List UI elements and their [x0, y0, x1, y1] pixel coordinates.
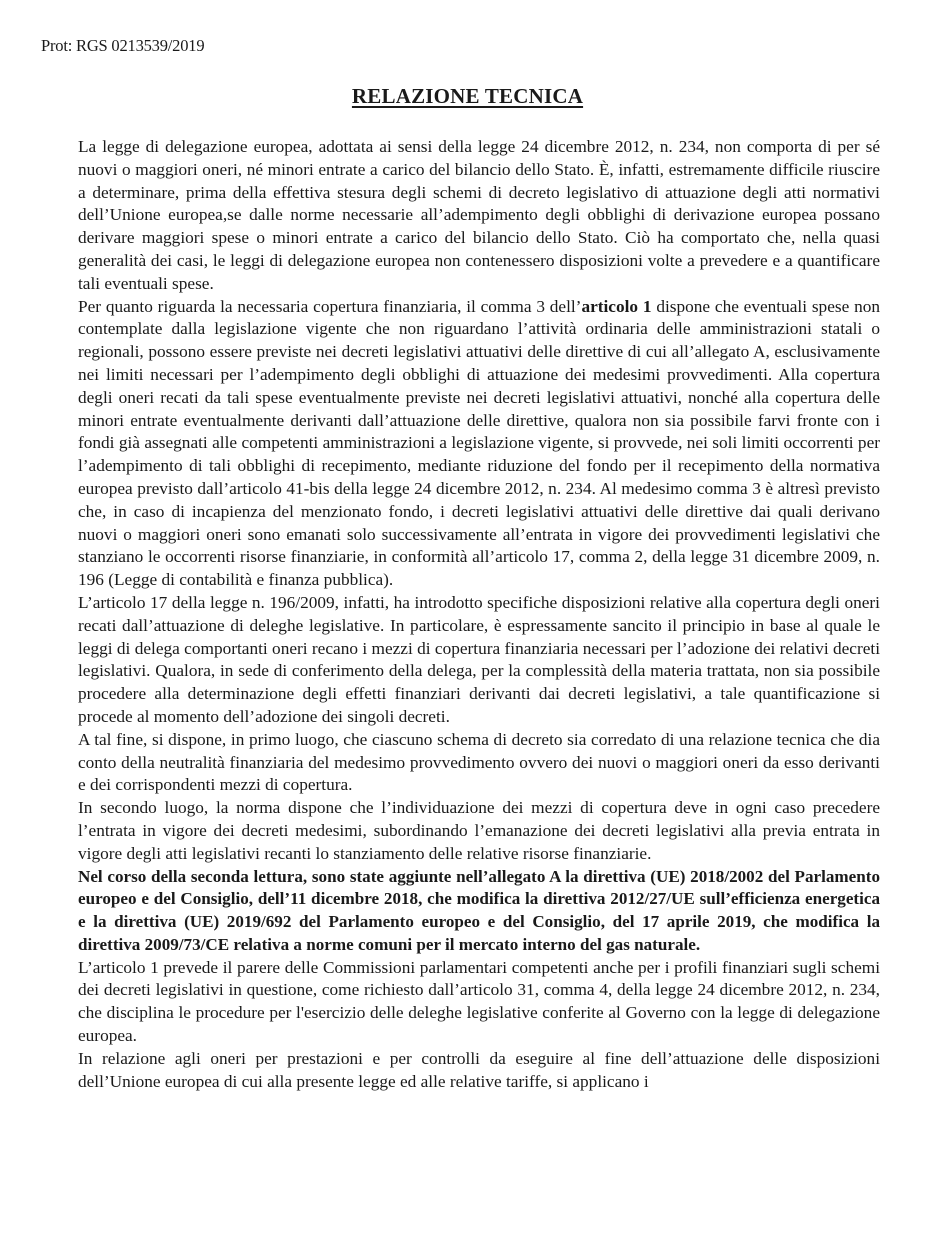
paragraph-2-comma-ref: 3 dell’: [536, 296, 582, 316]
paragraph-5: In secondo luogo, la norma dispone che l’individuazione dei mezzi di copertura deve in ogni caso precedere l’entrata in vigore dei decreti medesimi, subordinando l’emanazione dei decreti legislativi alla previa entrata in vigore degli atti legislativi recanti lo stanziamento delle relative risorse finanziarie.: [78, 798, 880, 863]
paragraph-3: L’articolo 17 della legge n. 196/2009, infatti, ha introdotto specifiche disposizioni relative alla copertura degli oneri recati dall’attuazione di deleghe legislative. In particolare, è espressamente sancito il principio in base al quale le leggi di delega comportanti oneri recano i mezzi di copertura finanziaria necessari per l’adozione dei relativi decreti legislativi. Qualora, in sede di conferimento della delega, per la complessità della materia trattata, non sia possibile procedere alla determinazione degli effetti finanziari derivanti dai decreti legislativi, a tale quantificazione si procede al momento dell’adozione dei singoli decreti.: [78, 592, 880, 726]
paragraph-6-bold: Nel corso della seconda lettura, sono state aggiunte nell’allegato A la direttiva (UE) 2018/2002 del Parlamento europeo e del Consiglio, dell’11 dicembre 2018, che modifica la direttiva 2012/27/UE sull’efficienza energetica e la direttiva (UE) 2019/692 del Parlamento europeo e del Consiglio, del 17 aprile 2019, che modifica la direttiva 2009/73/CE relativa a norme comuni per il mercato interno del gas naturale.: [78, 866, 880, 954]
paragraph-2: [78, 296, 880, 592]
paragraph-8: In relazione agli oneri per prestazioni e per controlli da eseguire al fine dell’attuazione delle disposizioni dell’Unione europea di cui alla presente legge ed alle relative tariffe, si applicano i: [78, 1048, 880, 1091]
document-body: [78, 136, 880, 1093]
paragraph-7: L’articolo 1 prevede il parere delle Commissioni parlamentari competenti anche per i profili finanziari sugli schemi dei decreti legislativi in questione, come richiesto dall’articolo 31, comma 4, della legge 24 dicembre 2012, n. 234, che disciplina le procedure per l'esercizio delle deleghe legislative conferite al Governo con la legge di delegazione europea.: [78, 957, 880, 1046]
paragraph-2-lead: Per quanto riguarda la necessaria copertura finanziaria, il comma: [78, 296, 537, 316]
paragraph-4: A tal fine, si dispone, in primo luogo, che ciascuno schema di decreto sia corredato di una relazione tecnica che dia conto della neutralità finanziaria del medesimo provvedimento ovvero dei nuovi o maggiori oneri da esso derivanti e dei corrispondenti mezzi di copertura.: [78, 729, 880, 795]
paragraph-1: La legge di delegazione europea, adottata ai sensi della legge 24 dicembre 2012, n. 234, non comporta di per sé nuovi o maggiori oneri, né minori entrate a carico del bilancio dello Stato. È, infatti, estremamente difficile riuscire a determinare, prima della effettiva stesura degli schemi di decreto legislativo di attuazione degli atti normativi dell’Unione europea,se dalle norme necessarie all’adempimento degli obblighi di derivazione europea possano derivare maggiori spese o minori entrate a carico del bilancio dello Stato. Ciò ha comportato che, nella quasi generalità dei casi, le leggi di delegazione europea non contenessero disposizioni volte a prevedere e a quantificare tali eventuali spese.: [78, 137, 880, 293]
paragraph-2-rest: dispone che eventuali spese non contemplate dalla legislazione vigente che non riguardano l’attività ordinaria delle amministrazioni statali o regionali, possono essere previste nei decreti legislativi attuativi delle direttive di cui all’allegato A, esclusivamente nei limiti necessari per l’adempimento degli obblighi di attuazione dei medesimi provvedimenti. Alla copertura degli oneri recati da tali spese eventualmente previste nei decreti legislativi attuativi, nonché alla copertura delle minori entrate eventualmente derivanti dall’attuazione delle direttive, qualora non sia possibile farvi fronte con i fondi già assegnati alle competenti amministrazioni a legislazione vigente, si provvede, nei soli limiti occorrenti per l’adempimento di tali obblighi di recepimento, mediante riduzione del fondo per il recepimento della normativa europea previsto dall’articolo 41-bis della legge 24 dicembre 2012, n. 234. Al medesimo comma 3 è altresì previsto che, in caso di incapienza del menzionato fondo, i decreti legislativi attuativi delle direttive dai quali derivano nuovi o maggiori oneri sono emanati solo successivamente all’entrata in vigore dei provvedimenti legislativi che stanziano le occorrenti risorse finanziarie, in conformità all’articolo 17, comma 2, della legge 31 dicembre 2009, n. 196 (Legge di contabilità e finanza pubblica).: [78, 296, 880, 590]
protocol-number: Prot: RGS 0213539/2019: [41, 36, 205, 55]
paragraph-2-article-ref: articolo 1: [581, 296, 652, 316]
document-title: RELAZIONE TECNICA: [351, 84, 584, 108]
